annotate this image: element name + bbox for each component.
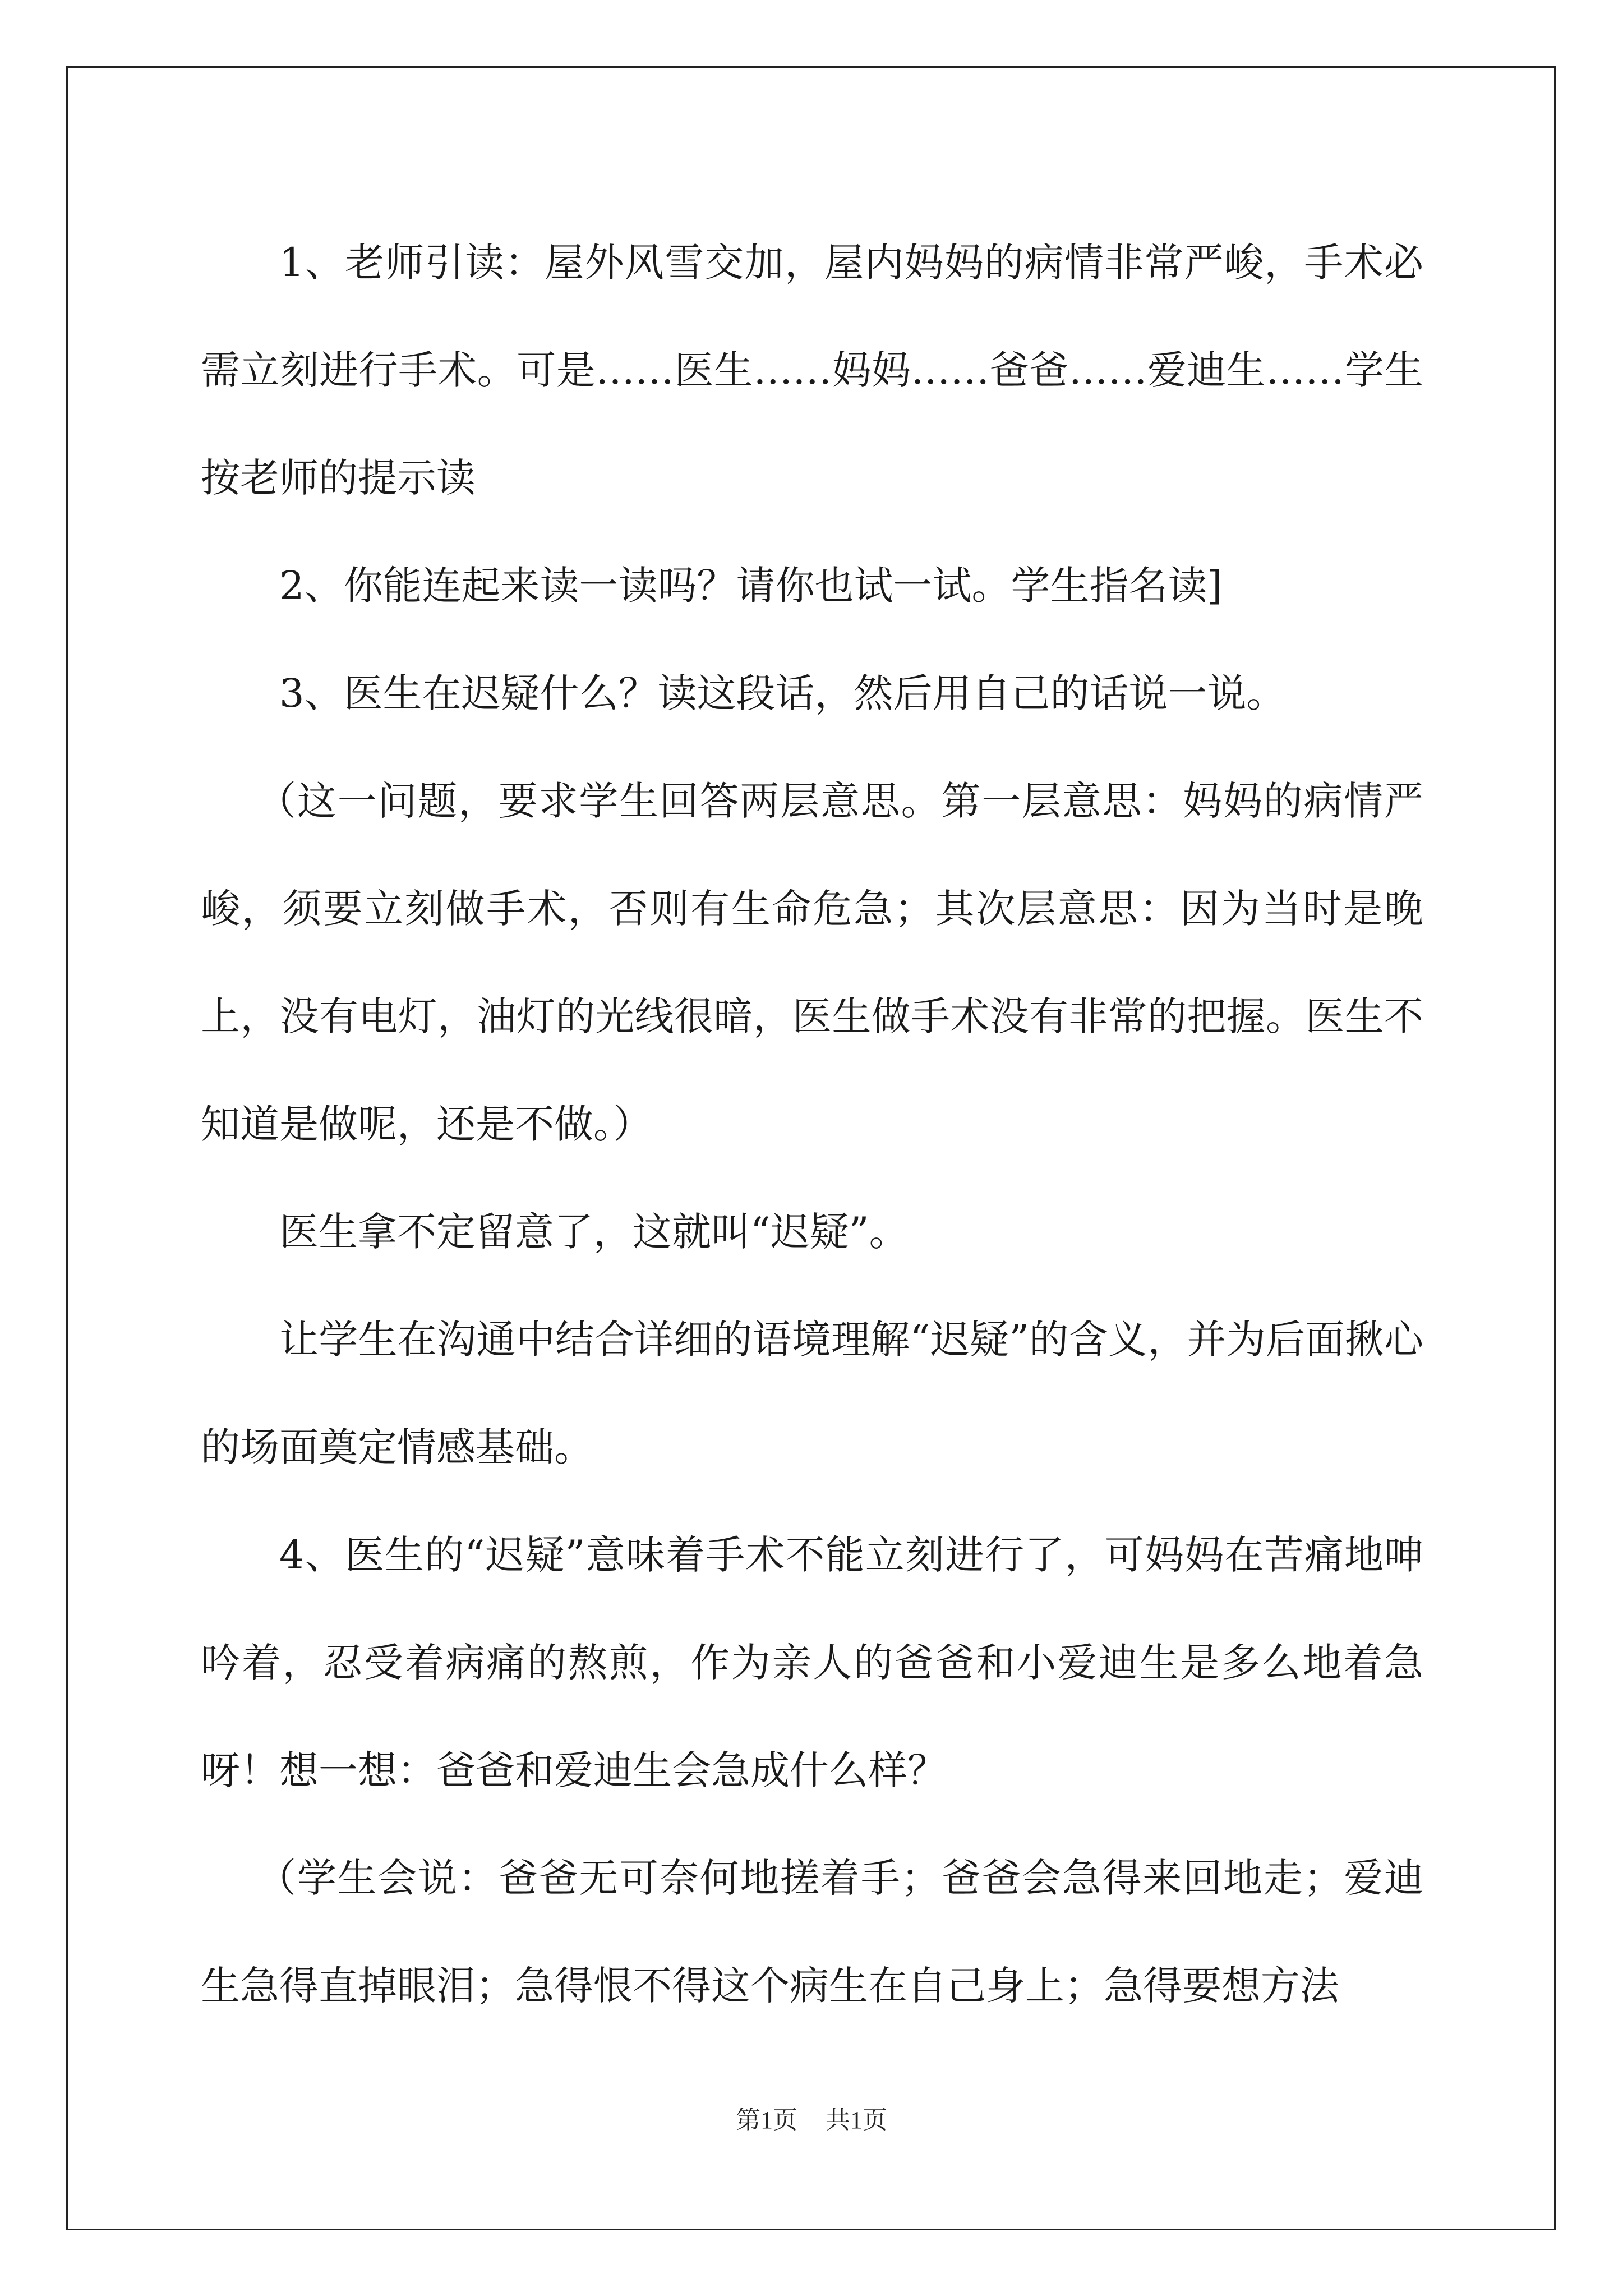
paragraph-7: 4、医生的“迟疑”意味着手术不能立刻进行了，可妈妈在苦痛地呻吟着，忍受着病痛的熬煎，作为亲人的爸爸和小爱迪生是多么地着急呀！想一想：爸爸和爱迪生会急成什么样？ [201,1532,1423,1793]
paragraph-6: 让学生在沟通中结合详细的语境理解“迟疑”的含义，并为后面揪心的场面奠定情感基础。 [201,1317,1423,1470]
paragraph-4: （这一问题，要求学生回答两层意思。第一层意思：妈妈的病情严峻，须要立刻做手术，否则有生命危急；其次层意思：因为当时是晚上，没有电灯，油灯的光线很暗，医生做手术没有非常的把握。医生不知道是做呢，还是不做。） [201,778,1423,1147]
paragraph-3: 3、医生在迟疑什么？读这段话，然后用自己的话说一说。 [279,670,1286,716]
paragraph-5: 医生拿不定留意了，这就叫“迟疑”。 [279,1209,909,1255]
paragraph-2: 2、你能连起来读一读吗？请你也试一试。学生指名读] [279,563,1223,609]
paragraph-8: （学生会说：爸爸无可奈何地搓着手；爸爸会急得来回地走；爱迪生急得直掉眼泪；急得恨不得这个病生在自己身上；急得要想方法 [201,1855,1423,2009]
page-total: 共1页 [826,2106,887,2134]
paragraph-1: 1、老师引读：屋外风雪交加，屋内妈妈的病情非常严峻，手术必需立刻进行手术。可是……医生……妈妈……爸爸……爱迪生……学生按老师的提示读 [201,240,1423,501]
document-body [201,209,1423,2040]
page-footer [0,2104,1623,2137]
page-number: 第1页 [736,2106,797,2134]
